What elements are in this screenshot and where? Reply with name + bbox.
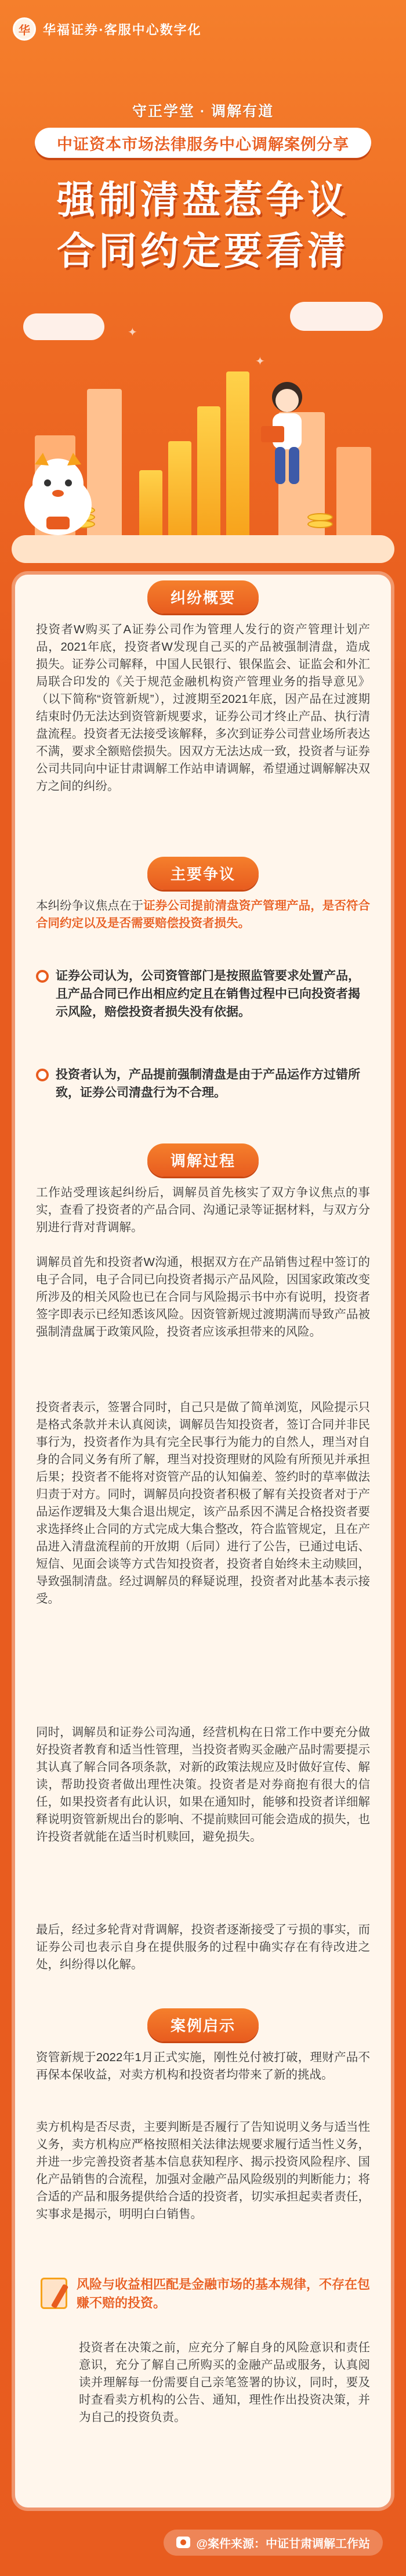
hero-illustration (0, 290, 406, 563)
footer (0, 2525, 406, 2560)
dispute-intro (36, 897, 370, 932)
dispute-intro-plain: 本纠纷争议焦点在于 (36, 899, 144, 912)
footer-source-text: @案件来源：中证甘肃调解工作站 (196, 2537, 370, 2550)
cloud-icon (290, 302, 383, 331)
chart-bar-shape (168, 441, 191, 540)
top-logo-bar (0, 0, 406, 58)
dispute-point-text: 投资者认为，产品提前强制清盘是由于产品运作方过错所致，证券公司清盘行为不合理。 (56, 1068, 360, 1099)
insight-tip-text: 风险与收益相匹配是金融市场的基本规律，不存在包赚不赔的投资。 (77, 2277, 371, 2310)
dispute-point-text: 证券公司认为，公司资管部门是按照监管要求处置产品，且产品合同已作出相应约定且在销售过程中已向投资者揭示风险，赔偿投资者损失没有依据。 (56, 969, 360, 1019)
title-line-1: 强制清盘惹争议 (57, 178, 349, 221)
chart-bar-shape (226, 371, 249, 540)
sparkle-icon: ✦ (128, 326, 137, 339)
brand-logo-icon: 华 (13, 17, 36, 41)
section-insight-heading (15, 2008, 391, 2041)
bullet-dot-icon (36, 970, 49, 983)
process-paragraph: 工作站受理该起纠纷后，调解员首先核实了双方争议焦点的事实，查看了投资者的产品合同、沟通记录等证据材料，与双方分别进行背对背调解。 (36, 1186, 370, 1234)
section-overview-heading (15, 580, 391, 614)
process-paragraph: 同时，调解员和证券公司沟通，经营机构在日常工作中要充分做好投资者教育和适当性管理，当投资者购买金融产品时需要提示其认真了解合同各项条款，对新的政策法规应及时做好宣传、解读，帮助投资者做出理性决策。投资者是对券商抱有很大的信任，如果投资者有此认识，如果在通知时，能够和投资者详细解释说明资管新规出台的影响、不提前赎回可能会造成的损失，也许投资者就能在适当时机赎回，避免损失。 (36, 1726, 370, 1843)
content-card (15, 575, 391, 2508)
section-overview-title: 纠纷概要 (147, 580, 259, 614)
process-paragraph: 调解员首先和投资者W沟通，根据双方在产品销售过程中签订的电子合同，电子合同已向投资者揭示产品风险，因国家政策改变所涉及的相关风险也已在合同与风险揭示书中亦有说明，投资者签字即表示已经知悉该风险。因资管新规过渡期满而导致产品被强制清盘属于政策风险，投资者应该承担带来的风险。 (36, 1255, 370, 1338)
section-dispute-title: 主要争议 (147, 857, 259, 890)
sparkle-icon: ✦ (255, 355, 265, 368)
mascot-illustration (17, 447, 99, 540)
sub-banner (35, 128, 371, 158)
tagline-text: 守正学堂 · 调解有道 (132, 103, 274, 120)
note-pen-icon (36, 2275, 77, 2312)
page-title (0, 174, 406, 276)
brand-logo-text: 华福证券·客服中心数字化 (43, 22, 202, 38)
section-process-title: 调解过程 (147, 1143, 259, 1177)
tagline (0, 98, 406, 123)
coin-stack-icon (307, 513, 333, 521)
overview-text: 投资者W购买了A证券公司作为管理人发行的资产管理计划产品，2021年底，投资者W发现自己买的产品被强制清盘，造成损失。证券公司解释，中国人民银行、银保监会、证监会和外汇局联合印发的《关于规范金融机构资产管理业务的指导意见》（以下简称“资管新规”），过渡期至2021年底，因产品在过渡期结束时仍无法达到资管新规要求，证券公司才终止产品、执行清盘流程。投资者无法接受该解释，多次到证券公司营业场所表达不满，要求全额赔偿损失。因双方无法达成一致，投资者与证券公司共同向中证甘肃调解工作站申请调解，希望通过调解解决双方之间的纠纷。 (36, 623, 370, 793)
insight-closing: 投资者在决策之前，应充分了解自身的风险意识和责任意识，充分了解自己所购买的金融产品或服务，认真阅读并理解每一份需要自己亲笔签署的协议，同时，要及时查看卖方机构的公告、通知，理性作出投资决策，并为自己的投资负责。 (79, 2341, 370, 2424)
camera-icon (176, 2537, 190, 2548)
section-process-heading (15, 1143, 391, 1177)
chart-bar-shape (139, 470, 162, 540)
section-insight-title: 案例启示 (147, 2008, 259, 2041)
insight-paragraph: 卖方机构是否尽责，主要判断是否履行了告知说明义务与适当性义务，卖方机构应严格按照相关法律法规要求履行适当性义务，并进一步完善投资者基本信息获知程序、揭示投资风险程序、国化产品销售的合流程，加强对金融产品风险级别的判断能力；将合适的产品和服务提供给合适的投资者，切实承担起卖者责任，实事求是揭示，明明白白销售。 (36, 2120, 370, 2221)
dispute-point (36, 1066, 370, 1102)
sub-banner-text: 中证资本市场法律服务中心调解案例分享 (57, 135, 349, 153)
insight-paragraph: 资管新规于2022年1月正式实施，刚性兑付被打破，理财产品不再保本保收益，对卖方机构和投资者均带来了新的挑战。 (36, 2051, 370, 2081)
insight-tip (36, 2275, 370, 2312)
process-paragraph: 投资者表示，签署合同时，自己只是做了简单浏览，风险提示只是格式条款并未认真阅读，调解员告知投资者，签订合同并非民事行为，投资者作为具有完全民事行为能力的自然人，理当对自身的合同义务有所了解，理当对投资理财的风险有所预见并承担后果；投资者不能将对资管产品的认知偏差、签约时的草率做法归责于对方。同时，调解员向投资者积极了解有关投资者对于产品运作逻辑及大集合退出规定，该产品系因不满足合格投资者要求选择终止合同的方式完成大集合整改，符合监管规定，且在产品进入清盘流程前的开放期（后同）进行了公告，已通过电话、短信、见面会谈等方式告知投资者，投资者自始终未主动赎回，导致强制清盘。经过调解员的释疑说理，投资者对此基本表示接受。 (36, 1401, 370, 1606)
dispute-point (36, 967, 370, 1021)
section-dispute-heading (15, 857, 391, 890)
dispute-intro-accent: 证券公司提前清盘资产管理产品，是否符合合同约定以及是否需要赔偿投资者损失。 (36, 899, 371, 930)
title-line-2: 合同约定要看清 (57, 229, 349, 272)
bullet-dot-icon (36, 1069, 49, 1081)
coin-stack-icon (307, 520, 333, 528)
footer-source (164, 2530, 383, 2556)
chart-bar-shape (197, 406, 220, 540)
cloud-icon (23, 313, 104, 340)
investor-illustration (255, 377, 319, 493)
process-paragraph: 最后，经过多轮背对背调解，投资者逐渐接受了亏损的事实，而证券公司也表示自身在提供服务的过程中确实存在有待改进之处，纠纷得以化解。 (36, 1923, 370, 1971)
